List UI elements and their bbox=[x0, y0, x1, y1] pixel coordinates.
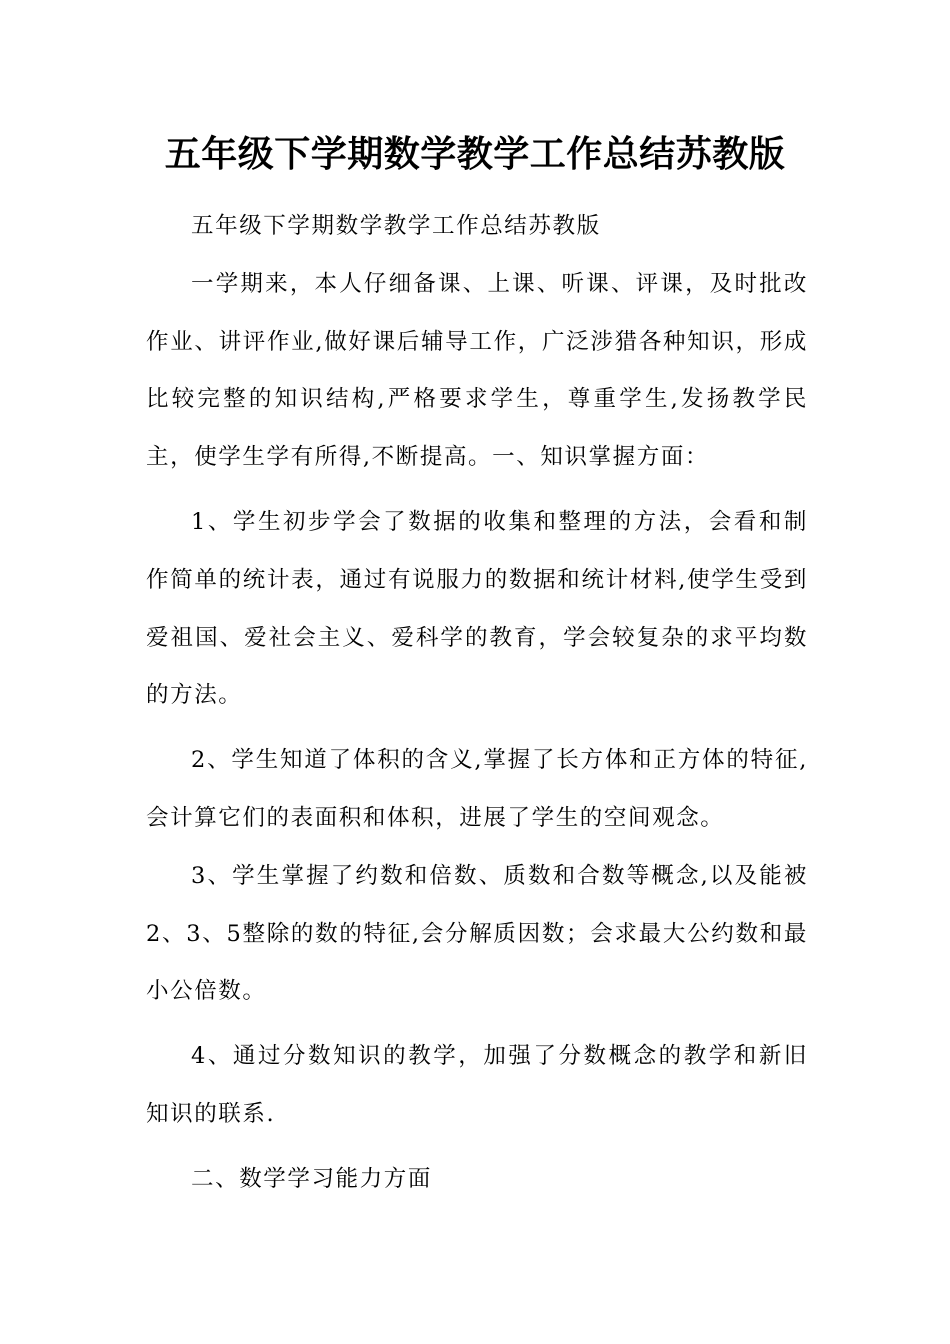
paragraph-intro: 一学期来，本人仔细备课、上课、听课、评课，及时批改作业、讲评作业,做好课后辅导工作，广泛涉猎各种知识，形成比较完整的知识结构,严格要求学生，尊重学生,发扬教学民主，使学生学有所得,不断提高。一、知识掌握方面： bbox=[146, 270, 808, 471]
document-title: 五年级下学期数学教学工作总结苏教版 bbox=[164, 133, 786, 175]
document-body bbox=[146, 198, 808, 1209]
paragraph-item-1: 1、学生初步学会了数据的收集和整理的方法，会看和制作简单的统计表，通过有说服力的数据和统计材料,使学生受到爱祖国、爱社会主义、爱科学的教育，学会较复杂的求平均数的方法。 bbox=[146, 508, 808, 709]
paragraph-item-3: 3、学生掌握了约数和倍数、质数和合数等概念,以及能被2、3、5整除的数的特征,会分解质因数；会求最大公约数和最小公倍数。 bbox=[146, 862, 808, 1005]
paragraph-subtitle: 五年级下学期数学教学工作总结苏教版 bbox=[191, 213, 601, 239]
paragraph-item-2: 2、学生知道了体积的含义,掌握了长方体和正方体的特征,会计算它们的表面积和体积，进展了学生的空间观念。 bbox=[146, 747, 808, 831]
paragraph-item-4: 4、通过分数知识的教学，加强了分数概念的教学和新旧知识的联系. bbox=[146, 1043, 808, 1127]
section-heading-2: 二、数学学习能力方面 bbox=[191, 1165, 433, 1192]
